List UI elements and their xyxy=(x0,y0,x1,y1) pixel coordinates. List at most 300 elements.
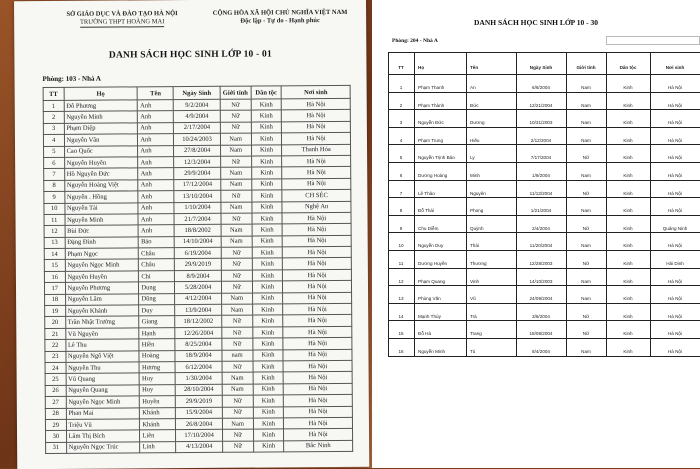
col-ngay-sinh-cell: 12/26/2004 xyxy=(175,327,221,339)
col-noi-sinh-header: Nơi sinh xyxy=(281,85,350,98)
col-gioi-tinh-cell: Nam xyxy=(581,173,591,178)
col-ho-cell: Lê Thảo xyxy=(418,190,435,196)
col-gioi-tinh-cell: Nam xyxy=(221,202,252,214)
col-ho-cell: Hồ Nguyễn Đức xyxy=(64,168,138,180)
col-ho-cell: Nguyễn Minh xyxy=(64,111,138,123)
col-ho-cell: Nguyễn Quang xyxy=(66,385,140,397)
col-noi-sinh-cell: Thanh Hóa xyxy=(282,144,351,156)
col-ho-cell: Cao Quốc xyxy=(64,145,138,157)
table-grid-vertical-line xyxy=(414,52,415,356)
col-ho-cell: Nguyễn Tài xyxy=(64,202,138,214)
col-ten-cell: Phong xyxy=(470,208,484,214)
col-noi-sinh-cell: Hà Nội xyxy=(667,102,683,108)
col-ngay-sinh-cell: 1/30/2004 xyxy=(176,373,222,385)
col-dan-toc-cell: Kinh xyxy=(623,190,633,196)
col-ngay-sinh-header: Ngày Sinh xyxy=(529,65,553,70)
col-ngay-sinh-cell: 4/9/2004 xyxy=(174,111,220,123)
col-ngay-sinh-cell: 6/12/2004 xyxy=(176,361,222,373)
col-tt-cell: 3 xyxy=(43,123,64,135)
table-grid-horizontal-line xyxy=(388,127,700,128)
col-gioi-tinh-cell: Nữ xyxy=(222,441,253,453)
col-ngay-sinh-cell: 27/8/2004 xyxy=(174,145,220,157)
col-dan-toc-cell: Kinh xyxy=(623,137,633,143)
col-tt-cell: 12 xyxy=(44,226,65,238)
col-ngay-sinh-cell: 2/17/2004 xyxy=(174,122,220,134)
col-dan-toc-cell: Kinh xyxy=(623,208,633,214)
col-gioi-tinh-cell: Nữ xyxy=(582,331,590,337)
col-ho-cell: Đỗ Thái xyxy=(418,208,435,214)
col-noi-sinh-cell: Hà Nội xyxy=(283,338,352,350)
col-ten-header: Tên xyxy=(470,65,479,70)
col-dan-toc-cell: Kinh xyxy=(252,315,283,327)
col-noi-sinh-cell: Hà Nội xyxy=(283,292,352,304)
student-table-10-30 xyxy=(388,52,700,356)
col-ho-cell: Phan Mai xyxy=(66,407,140,419)
col-dan-toc-cell: Kinh xyxy=(253,372,284,384)
col-tt-cell: 6 xyxy=(399,173,403,178)
col-tt-cell: 27 xyxy=(45,397,66,409)
col-gioi-tinh-cell: Nữ xyxy=(220,122,251,134)
col-noi-sinh-cell: Hà Nội xyxy=(283,269,352,281)
col-dan-toc-cell: Kinh xyxy=(252,292,283,304)
col-ngay-sinh-cell: 3/6/2004 xyxy=(532,313,550,319)
blank-field-box xyxy=(606,36,700,45)
col-tt-cell: 31 xyxy=(46,442,67,454)
school-header xyxy=(42,10,202,28)
col-ten-cell: An xyxy=(470,85,476,90)
col-ten-cell: Hạnh xyxy=(139,327,175,339)
col-noi-sinh-cell: Hà Nội xyxy=(283,349,352,361)
col-ten-cell: Huy xyxy=(139,373,175,385)
col-gioi-tinh-cell: Nam xyxy=(581,85,591,90)
col-ten-cell: Anh xyxy=(138,191,174,203)
col-ho-cell: Lâm Thị Bích xyxy=(66,430,140,442)
col-ngay-sinh-cell: 18/12/2002 xyxy=(175,316,221,328)
col-gioi-tinh-cell: Nữ xyxy=(222,338,253,350)
col-ten-cell: Khánh xyxy=(140,419,176,431)
col-tt-cell: 10 xyxy=(398,243,404,249)
col-dan-toc-cell: Kinh xyxy=(251,144,282,156)
table-grid-horizontal-line xyxy=(388,285,700,286)
col-ten-cell: Anh xyxy=(138,179,174,191)
col-noi-sinh-cell: Hà Nội xyxy=(283,315,352,327)
col-noi-sinh-cell: Hà Nội xyxy=(283,303,352,315)
col-ten-cell: Anh xyxy=(138,145,174,157)
col-ten-cell: Anh xyxy=(138,214,174,226)
col-dan-toc-cell: Kinh xyxy=(623,102,633,108)
col-ho-cell: Đỗ Phương xyxy=(64,100,138,112)
table-grid-horizontal-line xyxy=(388,215,700,216)
col-dan-toc-header: Dân tộc xyxy=(251,86,282,99)
col-dan-toc-cell: Kinh xyxy=(253,349,284,361)
col-ho-cell: Nguyễn Ngọc Minh xyxy=(66,396,140,408)
col-tt-cell: 2 xyxy=(399,102,403,108)
col-gioi-tinh-cell: Nam xyxy=(581,243,591,249)
col-noi-sinh-cell: Hà Nội xyxy=(282,178,351,190)
col-noi-sinh-cell: Hà Nội xyxy=(282,224,351,236)
col-ngay-sinh-cell: 8/25/2004 xyxy=(175,338,221,350)
col-ngay-sinh-cell: 11/13/2004 xyxy=(529,190,553,196)
col-noi-sinh-cell: Hà Nội xyxy=(667,208,683,214)
col-ho-cell: Nguyễn Hoàng Việt xyxy=(64,180,138,192)
col-ngay-sinh-cell: 1/9/2004 xyxy=(532,173,550,178)
col-noi-sinh-cell: Hà Nội xyxy=(283,281,352,293)
school-name: TRƯỜNG THPT HOÀNG MAI xyxy=(79,18,165,26)
col-gioi-tinh-cell: Nữ xyxy=(220,110,251,122)
col-gioi-tinh-cell: Nam xyxy=(581,137,591,143)
col-ho-header: Họ xyxy=(64,87,138,101)
col-dan-toc-cell: Kinh xyxy=(623,296,633,302)
col-ten-cell: Hoàng xyxy=(139,350,175,362)
col-tt-cell: 29 xyxy=(45,419,66,431)
col-noi-sinh-cell: Hà Nội xyxy=(282,110,351,122)
table-grid-vertical-line xyxy=(650,52,651,356)
col-tt-cell: 6 xyxy=(44,157,65,169)
col-noi-sinh-cell: Hà Nội xyxy=(282,155,351,167)
col-ho-cell: Nguyễn Phương xyxy=(65,282,139,294)
col-dan-toc-cell: Kinh xyxy=(253,418,284,430)
col-noi-sinh-cell: Hà Nội xyxy=(667,173,683,178)
col-tt-cell: 8 xyxy=(399,208,403,214)
col-noi-sinh-cell: Hà Nội xyxy=(667,296,683,302)
col-gioi-tinh-cell: Nam xyxy=(581,208,591,214)
col-tt-cell: 24 xyxy=(45,362,66,374)
col-ho-cell: Vũ Quang xyxy=(66,373,140,385)
col-ngay-sinh-cell: 13/9/2004 xyxy=(175,304,221,316)
col-ho-cell: Phạm Thành xyxy=(418,102,445,108)
class-list-sheet-10-01 xyxy=(14,0,369,469)
col-dan-toc-cell: Kinh xyxy=(623,173,633,178)
col-ho-cell: Nguyễn Minh xyxy=(418,349,446,354)
col-ten-cell: Anh xyxy=(138,134,174,146)
col-ho-cell: Phạm Diệp xyxy=(64,123,138,135)
col-ngay-sinh-cell: 17/12/2004 xyxy=(174,179,220,191)
col-gioi-tinh-cell: Nữ xyxy=(582,155,590,161)
col-dan-toc-cell: Kinh xyxy=(252,213,283,225)
col-ho-cell: Nguyễn Trịnh Bảo xyxy=(418,155,455,161)
col-dan-toc-cell: Kinh xyxy=(253,441,284,453)
col-dan-toc-cell: Kinh xyxy=(252,201,283,213)
col-tt-cell: 14 xyxy=(44,248,65,260)
col-ten-cell: Linh xyxy=(140,441,176,453)
col-noi-sinh-cell: Bắc Ninh xyxy=(284,440,353,452)
col-ten-cell: Hiền xyxy=(139,339,175,351)
col-gioi-tinh-cell: Nữ xyxy=(582,313,590,319)
col-noi-sinh-header: Nơi sinh xyxy=(665,65,685,70)
col-ngay-sinh-cell: 21/7/2004 xyxy=(174,213,220,225)
col-ho-cell: Nguyễn Vân xyxy=(64,134,138,146)
col-gioi-tinh-cell: Nữ xyxy=(221,281,252,293)
col-gioi-tinh-cell: Nam xyxy=(221,236,252,248)
col-ten-cell: Minh xyxy=(470,173,480,178)
col-gioi-tinh-cell: Nữ xyxy=(582,225,590,231)
col-ho-cell: Triệu Vũ xyxy=(66,419,140,431)
col-tt-cell: 4 xyxy=(43,135,64,147)
col-noi-sinh-cell: Hà Nội xyxy=(284,417,353,429)
col-noi-sinh-cell: Nghệ An xyxy=(282,201,351,213)
col-ngay-sinh-cell: 11/20/2004 xyxy=(529,243,553,249)
col-tt-cell: 4 xyxy=(399,137,403,143)
col-noi-sinh-cell: Hà Nội xyxy=(667,137,683,143)
col-dan-toc-cell: Kinh xyxy=(251,167,282,179)
col-noi-sinh-cell: Hà Nội xyxy=(667,155,683,161)
col-ngay-sinh-cell: 1/21/2004 xyxy=(530,208,552,214)
col-ho-cell: Dương Huyền xyxy=(418,261,448,266)
col-dan-toc-cell: Kinh xyxy=(623,155,633,161)
table-grid-horizontal-line xyxy=(388,52,700,53)
col-ngay-sinh-cell: 17/10/2004 xyxy=(176,430,222,442)
col-ten-cell: Vũ xyxy=(470,296,476,302)
col-noi-sinh-cell: Hà Nội xyxy=(283,372,352,384)
national-header xyxy=(200,9,360,26)
col-gioi-tinh-cell: Nam xyxy=(581,278,591,284)
col-ngay-sinh-cell: 15/9/2004 xyxy=(176,407,222,419)
col-ten-cell: Anh xyxy=(138,111,174,123)
col-gioi-tinh-cell: Nữ xyxy=(221,190,252,202)
col-noi-sinh-cell: Hà Nội xyxy=(667,278,683,284)
col-ngay-sinh-cell: 12/3/2004 xyxy=(174,156,220,168)
col-ho-cell: Nguyễn Đức xyxy=(418,120,444,126)
col-gioi-tinh-cell: Nữ xyxy=(221,327,252,339)
col-ho-cell: Nguyễn Huyền xyxy=(64,157,138,169)
col-ten-cell: Trà xyxy=(470,313,477,319)
col-tt-cell: 2 xyxy=(43,112,64,124)
table-grid-vertical-line xyxy=(388,52,389,356)
col-gioi-tinh-cell: Nam xyxy=(222,384,253,396)
col-noi-sinh-cell: Hà Nội xyxy=(282,121,351,133)
col-ten-cell: Duy xyxy=(139,305,175,317)
col-tt-cell: 21 xyxy=(45,328,66,340)
col-ngay-sinh-cell: 12/21/2004 xyxy=(529,102,553,108)
col-ten-cell: Châu xyxy=(139,248,175,260)
col-tt-cell: 11 xyxy=(44,214,65,226)
table-grid-horizontal-line xyxy=(388,303,700,304)
col-tt-cell: 26 xyxy=(45,385,66,397)
col-dan-toc-cell: Kinh xyxy=(251,190,282,202)
col-ten-cell: Châu xyxy=(139,259,175,271)
col-ngay-sinh-cell: 29/9/2004 xyxy=(174,168,220,180)
col-ten-cell: Vinh xyxy=(470,278,480,284)
col-tt-cell: 1 xyxy=(399,85,403,90)
col-ten-cell: Quỳnh xyxy=(470,225,484,231)
col-ho-cell: Đặng Đình xyxy=(65,237,139,249)
col-gioi-tinh-header: Giới tính xyxy=(220,86,251,99)
col-noi-sinh-cell: Hải Dinh xyxy=(666,261,684,266)
col-tt-cell: 23 xyxy=(45,351,66,363)
col-noi-sinh-cell: Hà Nội xyxy=(283,360,352,372)
col-ngay-sinh-cell: 8/9/2004 xyxy=(175,270,221,282)
col-ten-cell: Thái xyxy=(470,243,479,249)
col-ngay-sinh-cell: 9/2/2004 xyxy=(174,99,220,111)
col-tt-cell: 30 xyxy=(46,431,67,443)
room-label-10-30: Phòng: 204 - Nhà A xyxy=(392,38,438,44)
col-noi-sinh-cell: Hà Nội xyxy=(283,258,352,270)
col-ho-cell: Nguyễn Lâm xyxy=(65,294,139,306)
col-ho-header: Họ xyxy=(418,65,425,70)
col-tt-cell: 9 xyxy=(44,192,65,204)
col-gioi-tinh-cell: Nữ xyxy=(222,395,253,407)
col-noi-sinh-cell: Hà Nội xyxy=(283,246,352,258)
col-noi-sinh-cell: Hà Nội xyxy=(282,235,351,247)
col-gioi-tinh-cell: Nữ xyxy=(221,315,252,327)
col-dan-toc-cell: Kinh xyxy=(623,85,633,90)
col-ten-cell: Anh xyxy=(138,168,174,180)
table-grid-horizontal-line xyxy=(388,74,700,75)
col-gioi-tinh-cell: Nam xyxy=(222,372,253,384)
col-ho-cell: Dương Hoàng xyxy=(418,173,448,178)
table-row xyxy=(46,440,353,454)
col-ho-cell: Nguyễn Huyền xyxy=(65,271,139,283)
col-tt-cell: 25 xyxy=(45,374,66,386)
col-tt-cell: 18 xyxy=(45,294,66,306)
sheet-title-10-30: DANH SÁCH HỌC SINH LỚP 10 - 30 xyxy=(474,18,598,27)
col-tt-cell: 15 xyxy=(44,260,65,272)
col-ten-cell: Dung xyxy=(139,282,175,294)
col-dan-toc-cell: Kinh xyxy=(623,349,633,354)
col-ten-cell: Bảo xyxy=(139,236,175,248)
col-tt-cell: 17 xyxy=(44,283,65,295)
col-gioi-tinh-cell: Nữ xyxy=(221,259,252,271)
col-ho-cell: Nguyễn Ngọc Trúc xyxy=(66,442,140,454)
col-gioi-tinh-cell: nam xyxy=(222,350,253,362)
col-ho-cell: Phùng Văn xyxy=(418,296,441,302)
col-noi-sinh-cell: Hà Nội xyxy=(667,349,683,354)
col-tt-cell: 8 xyxy=(44,180,65,192)
col-dan-toc-cell: Kinh xyxy=(252,270,283,282)
col-ten-cell: Anh xyxy=(138,100,174,112)
table-grid-horizontal-line xyxy=(388,268,700,269)
col-tt-cell: 15 xyxy=(398,331,404,337)
col-ho-cell: Lê Thu xyxy=(65,339,139,351)
col-dan-toc-cell: Kinh xyxy=(252,281,283,293)
col-dan-toc-cell: Kinh xyxy=(252,247,283,259)
table-grid-horizontal-line xyxy=(388,338,700,339)
col-gioi-tinh-cell: Nữ xyxy=(220,99,251,111)
col-tt-cell: 13 xyxy=(398,296,404,302)
col-ngay-sinh-cell: 5/28/2004 xyxy=(175,282,221,294)
col-ho-cell: Nguyễn Ngô Việt xyxy=(65,350,139,362)
col-tt-cell: 16 xyxy=(44,271,65,283)
col-ten-cell: Tú xyxy=(470,349,476,354)
col-gioi-tinh-cell: Nữ xyxy=(221,270,252,282)
col-tt-cell: 5 xyxy=(399,155,403,161)
col-ngay-sinh-cell: 26/8/2004 xyxy=(176,418,222,430)
col-gioi-tinh-cell: Nữ xyxy=(222,361,253,373)
col-tt-cell: 9 xyxy=(399,225,403,231)
sheet-title: DANH SÁCH HỌC SINH LỚP 10 - 01 xyxy=(108,49,272,61)
col-gioi-tinh-cell: Nam xyxy=(581,349,591,354)
col-dan-toc-cell: Kinh xyxy=(253,395,284,407)
col-ngay-sinh-cell: 13/10/2004 xyxy=(174,190,220,202)
table-grid-horizontal-line xyxy=(388,144,700,145)
col-tt-cell: 19 xyxy=(45,305,66,317)
col-dan-toc-cell: Kinh xyxy=(253,384,284,396)
table-grid-horizontal-line xyxy=(388,162,700,163)
col-ten-cell: Nguyên xyxy=(470,190,486,196)
col-dan-toc-cell: Kinh xyxy=(251,156,282,168)
col-tt-header: TT xyxy=(43,87,64,100)
col-noi-sinh-cell: Hà Nội xyxy=(667,331,683,337)
col-tt-cell: 7 xyxy=(399,190,403,196)
col-tt-cell: 28 xyxy=(45,408,66,420)
col-ten-cell: Anh xyxy=(138,202,174,214)
col-dan-toc-cell: Kinh xyxy=(623,278,633,284)
col-ngay-sinh-cell: 29/9/2019 xyxy=(175,259,221,271)
col-noi-sinh-cell: Hà Nội xyxy=(667,190,683,196)
col-noi-sinh-cell: Hà Nội xyxy=(667,243,683,249)
col-ho-cell: Phạm Thanh xyxy=(418,85,445,90)
col-dan-toc-cell: Kinh xyxy=(253,406,284,418)
col-tt-cell: 13 xyxy=(44,237,65,249)
col-noi-sinh-cell: Hà Nội xyxy=(284,429,353,441)
col-ten-cell: Dũng xyxy=(139,293,175,305)
col-ngay-sinh-cell: 4/13/2004 xyxy=(176,441,222,453)
col-dan-toc-cell: Kinh xyxy=(623,261,633,266)
col-ngay-sinh-cell: 28/10/2004 xyxy=(176,384,222,396)
col-tt-cell: 5 xyxy=(44,146,65,158)
col-ho-cell: Nguyễn Duy xyxy=(418,243,444,249)
col-dan-toc-cell: Kinh xyxy=(252,338,283,350)
col-dan-toc-cell: Kinh xyxy=(251,99,282,111)
col-dan-toc-cell: Kinh xyxy=(251,133,282,145)
table-grid-horizontal-line xyxy=(388,92,700,93)
col-ten-cell: Chi xyxy=(139,270,175,282)
col-ngay-sinh-cell: 2/12/2004 xyxy=(530,137,552,143)
col-gioi-tinh-cell: Nam xyxy=(220,167,251,179)
col-noi-sinh-cell: CH SÉC xyxy=(282,190,351,202)
col-ho-cell: Nguyễn . Hồng xyxy=(64,191,138,203)
col-ho-cell: Phạm Trung xyxy=(418,137,444,143)
col-tt-cell: 11 xyxy=(398,261,404,266)
col-gioi-tinh-cell: Nữ xyxy=(582,190,590,196)
room-label: Phòng: 103 - Nhà A xyxy=(42,74,101,84)
col-ho-cell: Trần Nhật Trường xyxy=(65,316,139,328)
col-noi-sinh-cell: Hà Nội xyxy=(282,167,351,179)
col-ten-cell: Huy xyxy=(140,384,176,396)
col-gioi-tinh-cell: Nam xyxy=(221,224,252,236)
col-gioi-tinh-cell: Nữ xyxy=(222,407,253,419)
department-name: SỞ GIÁO DỤC VÀ ĐÀO TẠO HÀ NỘI xyxy=(66,10,178,18)
col-tt-cell: 1 xyxy=(43,100,64,112)
col-dan-toc-cell: Kinh xyxy=(252,236,283,248)
col-noi-sinh-cell: Hà Nội xyxy=(667,120,683,126)
col-gioi-tinh-cell: Nam xyxy=(220,145,251,157)
col-dan-toc-cell: Kinh xyxy=(623,331,633,337)
col-ngay-sinh-cell: 18/9/2004 xyxy=(175,350,221,362)
col-ten-cell: Anh xyxy=(138,225,174,237)
col-ten-cell: Hiếu xyxy=(470,137,480,143)
col-dan-toc-header: Dân tộc xyxy=(619,65,637,70)
col-ten-cell: Trang xyxy=(470,331,482,337)
col-ho-cell: Đỗ Hà xyxy=(418,331,432,337)
table-grid-horizontal-line xyxy=(388,109,700,110)
national-title: CỘNG HÒA XÃ HỘI CHỦ NGHĨA VIỆT NAM xyxy=(212,8,348,17)
col-ten-cell: Huyền xyxy=(140,396,176,408)
col-ten-cell: Liên xyxy=(140,430,176,442)
col-ho-cell: Mạnh Thùy xyxy=(418,313,441,319)
table-grid-vertical-line xyxy=(566,52,567,356)
col-dan-toc-cell: Kinh xyxy=(623,313,633,319)
col-gioi-tinh-cell: Nữ xyxy=(582,261,590,266)
col-ho-cell: Nguyễn Minh xyxy=(65,214,139,226)
col-ngay-sinh-cell: 8/4/2004 xyxy=(532,349,550,354)
col-noi-sinh-cell: Hà Nội xyxy=(667,313,683,319)
col-tt-cell: 16 xyxy=(398,349,404,354)
table-grid-horizontal-line xyxy=(388,197,700,198)
col-ngay-sinh-cell: 7/17/2004 xyxy=(530,155,552,161)
student-table xyxy=(43,85,354,454)
col-tt-cell: 10 xyxy=(44,203,65,215)
